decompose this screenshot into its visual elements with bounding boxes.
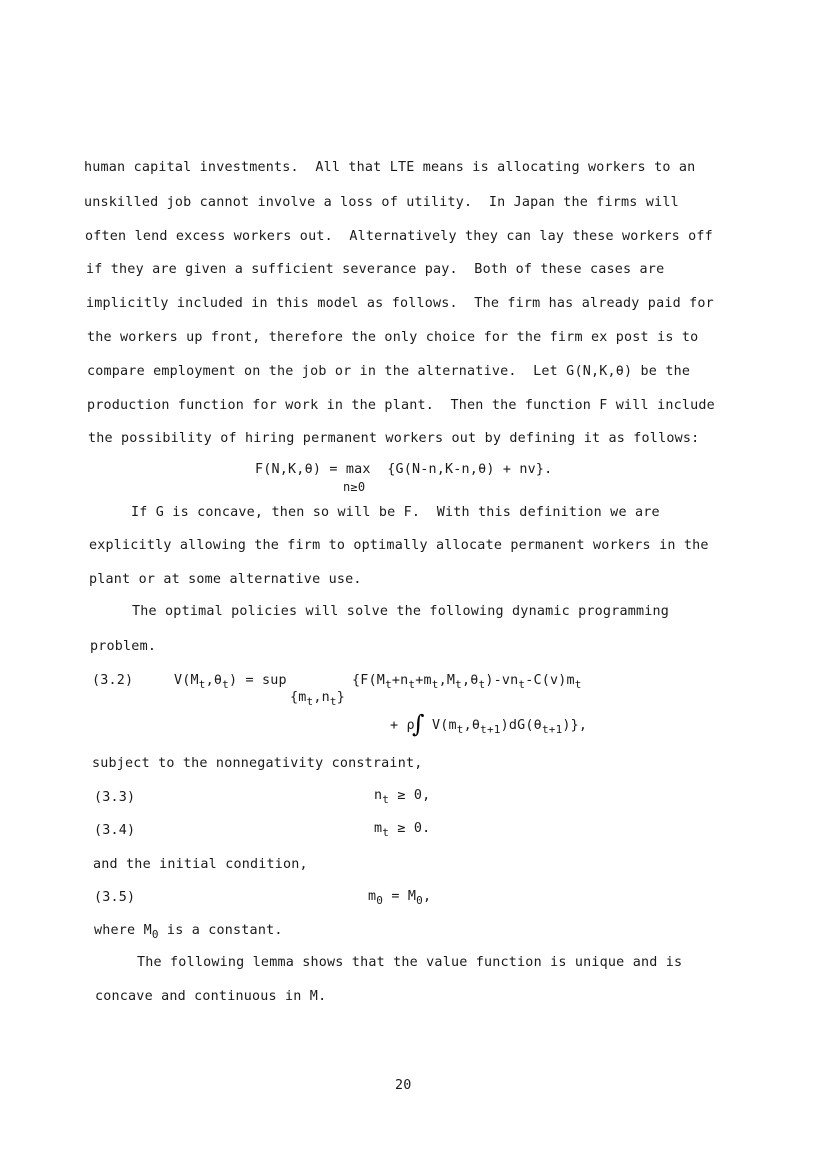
equation-3-2-sup-set: $\{m_t,n_t\}$ [290, 690, 345, 708]
equation-3-3: $n_t \ge 0$, [374, 788, 431, 806]
text-line: the possibility of hiring permanent workers out by defining it as follows: [88, 431, 700, 446]
text-line: production function for work in the plant. Then the function F will include [87, 398, 715, 413]
text-line: implicitly included in this model as follows. The firm has already paid for [86, 296, 714, 311]
equation-f-subscript: n≥0 [343, 480, 366, 494]
equation-number: (3.5) [94, 890, 136, 905]
equation-3-2-rhs1: {$F(M_t+n_t+m_t,M_t,\theta_t)-vn_t-C(v)m_t$ [352, 673, 582, 691]
text-line: the workers up front, therefore the only choice for the firm ex post is to [87, 330, 699, 345]
equation-f: F(N,K,θ) = max {G(N-n,K-n,θ) + nv}. [255, 462, 553, 477]
text-line: and the initial condition, [93, 857, 308, 872]
equation-3-5: $m_0 = M_0$, [368, 889, 432, 907]
equation-3-2-rhs2: + ρ [390, 718, 415, 733]
text-line: subject to the nonnegativity constraint, [92, 756, 423, 771]
text-line: plant or at some alternative use. [89, 572, 362, 587]
text-line: The optimal policies will solve the following dynamic programming [132, 604, 670, 619]
text-line: human capital investments. All that LTE means is allocating workers to an [84, 160, 696, 175]
text-line: unskilled job cannot involve a loss of utility. In Japan the firms will [84, 195, 679, 210]
equation-3-4: $m_t \ge 0$. [374, 821, 431, 839]
equation-3-2-rhs2b: $V(m_t,\theta_{t+1})dG(\theta_{t+1})$}, [432, 718, 588, 736]
text-line: where $M_0$ is a constant. [94, 923, 283, 941]
text-line: if they are given a sufficient severance pay. Both of these cases are [86, 262, 665, 277]
text-line: If G is concave, then so will be F. With this definition we are [131, 505, 660, 520]
text-line: compare employment on the job or in the alternative. Let G(N,K,θ) be the [87, 364, 691, 379]
equation-number: (3.4) [94, 823, 136, 838]
equation-3-2-lhs: $V(M_t,\theta_t)$ = sup [174, 673, 287, 691]
text-line: concave and continuous in M. [95, 989, 327, 1004]
text-line: explicitly allowing the firm to optimally allocate permanent workers in the [89, 538, 709, 553]
text-line: The following lemma shows that the value function is unique and is [137, 955, 683, 970]
integral-symbol: ∫ [412, 710, 425, 738]
equation-number: (3.2) [92, 673, 134, 688]
page-number: 20 [395, 1078, 412, 1093]
equation-number: (3.3) [94, 790, 136, 805]
text-line: often lend excess workers out. Alternatively they can lay these workers off [85, 229, 713, 244]
text-line: problem. [90, 639, 157, 654]
